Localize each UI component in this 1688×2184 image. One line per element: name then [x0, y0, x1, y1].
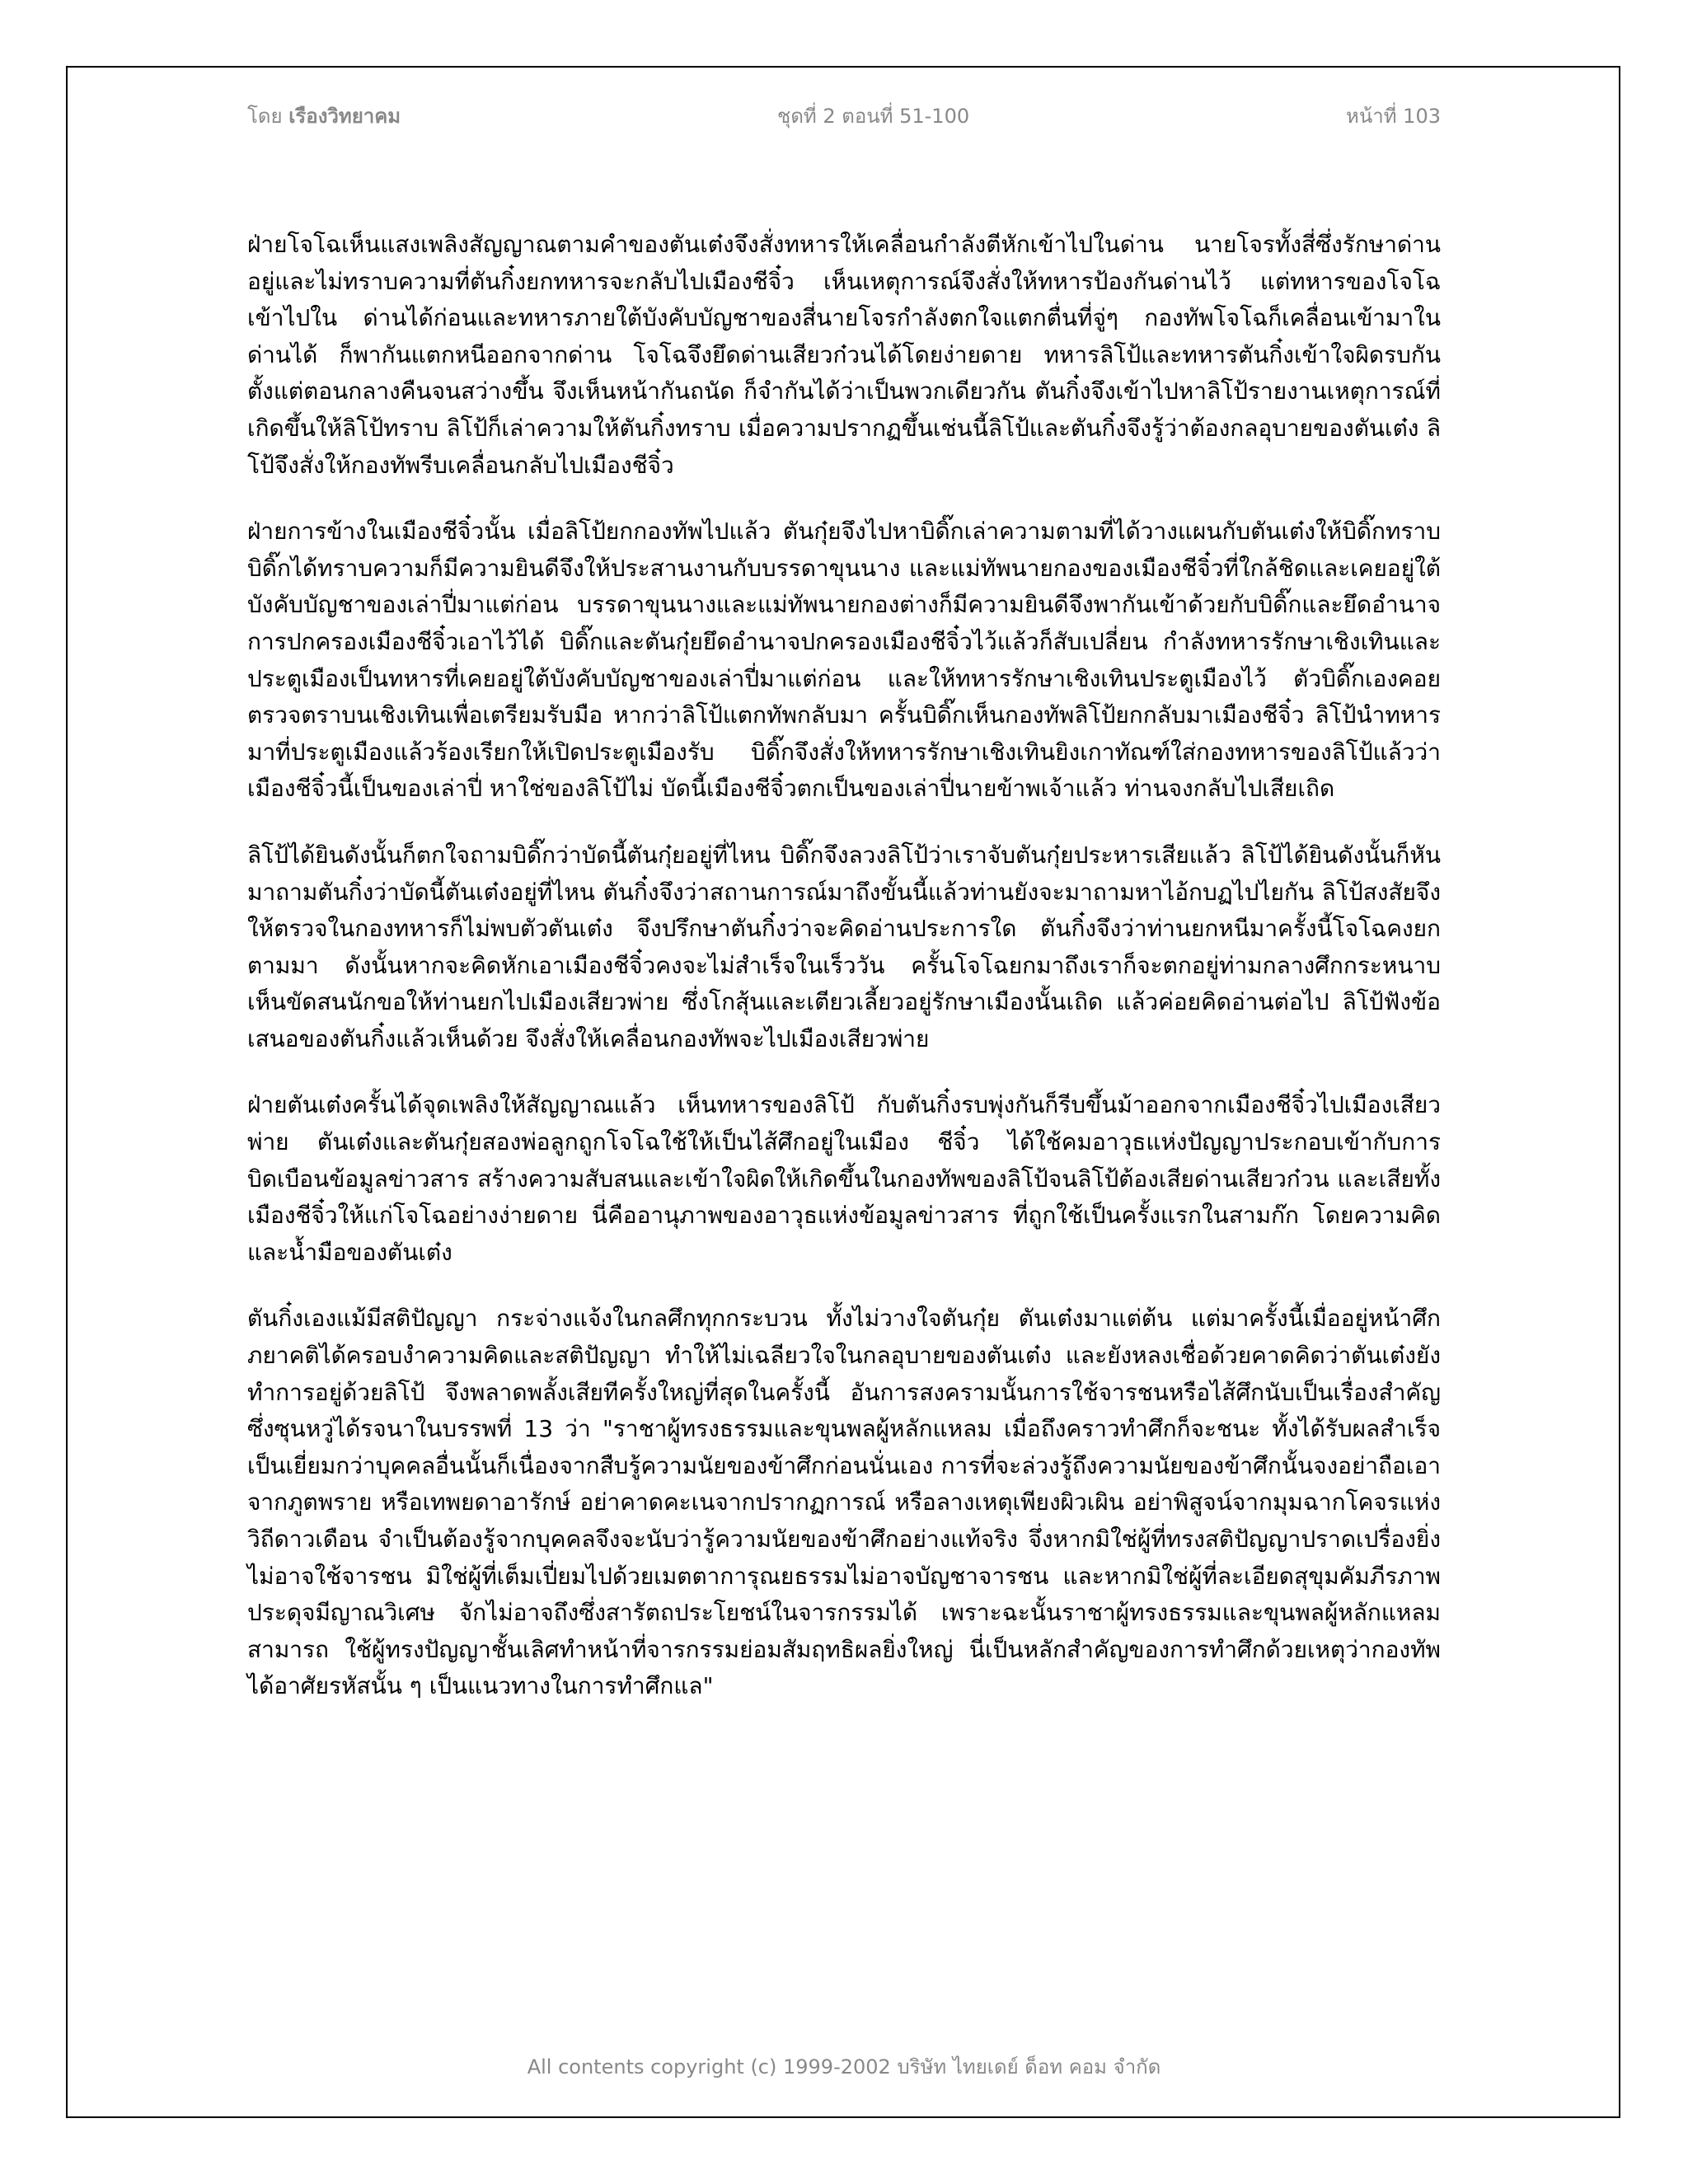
paragraph: ลิโป้ได้ยินดังนั้นก็ตกใจถามบิดิ๊กว่าบัดนี้ตันกุ๋ยอยู่ที่ไหน บิดิ๊กจึงลวงลิโป้ว่าเราจับตันกุ๋ยประหารเสียแล้ว ลิโป้ได้ยินดังนั้นก็หันมาถามตันกิ๋งว่าบัดนี้ตันเต๋งอยู่ที่ไหน ตันกิ๋งจึงว่าสถานการณ์มาถึงขั้นนี้แล้วท่านยังจะมาถามหาไอ้กบฏไปไยกัน ลิโป้สงสัยจึงให้ตรวจในกองทหารก็ไม่พบตัวตันเต๋ง จึงปรึกษาตันกิ๋งว่าจะคิดอ่านประการใด ตันกิ๋งจึงว่าท่านยกหนีมาครั้งนี้โจโฉคงยกตามมา ดังนั้นหากจะคิดหักเอาเมืองชีจิ๋วคงจะไม่สำเร็จในเร็ววัน ครั้นโจโฉยกมาถึงเราก็จะตกอยู่ท่ามกลางศึกกระหนาบ เห็นขัดสนนักขอให้ท่านยกไปเมืองเสียวพ่าย ซึ่งโกสุ้นและเตียวเลี้ยวอยู่รักษาเมืองนั้นเถิด แล้วค่อยคิดอ่านต่อไป ลิโป้ฟังข้อเสนอของตันกิ๋งแล้วเห็นด้วย จึงสั่งให้เคลื่อนกองทัพจะไปเมืองเสียวพ่าย: [247, 841, 1441, 1052]
author-name: เรืองวิทยาคม: [288, 104, 401, 128]
author-byline: [247, 100, 401, 132]
author-prefix: โดย: [247, 104, 283, 128]
article-body: [247, 227, 1441, 1735]
copyright-footer: All contents copyright (c) 1999-2002 บริษัท ไทยเดย์ ด็อท คอม จำกัด: [527, 2055, 1161, 2079]
paragraph: ฝ่ายตันเต๋งครั้นได้จุดเพลิงให้สัญญาณแล้ว เห็นทหารของลิโป้ กับตันกิ๋งรบพุ่งกันก็รีบขึ้นม้าออกจากเมืองชีจิ๋วไปเมืองเสียวพ่าย ตันเต๋งและตันกุ๋ยสองพ่อลูกถูกโจโฉใช้ให้เป็นไส้ศึกอยู่ในเมือง ชีจิ๋ว ได้ใช้คมอาวุธแห่งปัญญาประกอบเข้ากับการบิดเบือนข้อมูลข่าวสาร สร้างความสับสนและเข้าใจผิดให้เกิดขึ้นในกองทัพของลิโป้จนลิโป้ต้องเสียด่านเสียวก๋วน และเสียทั้งเมืองชีจิ๋วให้แก่โจโฉอย่างง่ายดาย นี่คืออานุภาพของอาวุธแห่งข้อมูลข่าวสาร ที่ถูกใช้เป็นครั้งแรกในสามก๊ก โดยความคิดและน้ำมือของตันเต๋ง: [247, 1091, 1441, 1266]
series-label: ชุดที่ 2 ตอนที่ 51-100: [777, 104, 970, 128]
paragraph: ฝ่ายการข้างในเมืองชีจิ๋วนั้น เมื่อลิโป้ยกกองทัพไปแล้ว ตันกุ๋ยจึงไปหาบิดิ๊กเล่าความตามที่ได้วางแผนกับตันเต๋งให้บิดิ๊กทราบ บิดิ๊กได้ทราบความก็มีความยินดีจึงให้ประสานงานกับบรรดาขุนนาง และแม่ทัพนายกองของเมืองชีจิ๋วที่ใกล้ชิดและเคยอยู่ใต้บังคับบัญชาของเล่าปี่มาแต่ก่อน บรรดาขุนนางและแม่ทัพนายกองต่างก็มีความยินดีจึงพากันเข้าด้วยกับบิดิ๊กและยึดอำนาจการปกครองเมืองชีจิ๋วเอาไว้ได้ บิดิ๊กและตันกุ๋ยยึดอำนาจปกครองเมืองชีจิ๋วไว้แล้วก็สับเปลี่ยน กำลังทหารรักษาเชิงเทินและประตูเมืองเป็นทหารที่เคยอยู่ใต้บังคับบัญชาของเล่าปี่มาแต่ก่อน และให้ทหารรักษาเชิงเทินประตูเมืองไว้ ตัวบิดิ๊กเองคอยตรวจตราบนเชิงเทินเพื่อเตรียมรับมือ หากว่าลิโป้แตกทัพกลับมา ครั้นบิดิ๊กเห็นกองทัพลิโป้ยกกลับมาเมืองชีจิ๋ว ลิโป้นำทหารมาที่ประตูเมืองแล้วร้องเรียกให้เปิดประตูเมืองรับ บิดิ๊กจึงสั่งให้ทหารรักษาเชิงเทินยิงเกาทัณฑ์ใส่กองทหารของลิโป้แล้วว่าเมืองชีจิ๋วนี้เป็นของเล่าปี่ หาใช่ของลิโป้ไม่ บัดนี้เมืองชีจิ๋วตกเป็นของเล่าปี่นายข้าพเจ้าแล้ว ท่านจงกลับไปเสียเถิด: [247, 518, 1441, 803]
page-number: หน้าที่ 103: [1346, 104, 1441, 128]
page-header: [247, 99, 1441, 132]
paragraph: ตันกิ๋งเองแม้มีสติปัญญา กระจ่างแจ้งในกลศึกทุกกระบวน ทั้งไม่วางใจตันกุ๋ย ตันเต๋งมาแต่ต้น แต่มาครั้งนี้เมื่ออยู่หน้าศึกภยาคติได้ครอบงำความคิดและสติปัญญา ทำให้ไม่เฉลียวใจในกลอุบายของตันเต๋ง และยังหลงเชื่อด้วยคาดคิดว่าตันเต๋งยังทำการอยู่ด้วยลิโป้ จึงพลาดพลั้งเสียทีครั้งใหญ่ที่สุดในครั้งนี้ อันการสงครามนั้นการใช้จารชนหรือไส้ศึกนับเป็นเรื่องสำคัญซึ่งซุนหวู่ได้รจนาในบรรพที่ 13 ว่า "ราชาผู้ทรงธรรมและขุนพลผู้หลักแหลม เมื่อถึงคราวทำศึกก็จะชนะ ทั้งได้รับผลสำเร็จเป็นเยี่ยมกว่าบุคคลอื่นนั้นก็เนื่องจากสืบรู้ความนัยของข้าศึกก่อนนั่นเอง การที่จะล่วงรู้ถึงความนัยของข้าศึกนั้นจงอย่าถือเอาจากภูตพราย หรือเทพยดาอารักษ์ อย่าคาดคะเนจากปรากฏการณ์ หรือลางเหตุเพียงผิวเผิน อย่าพิสูจน์จากมุมฉากโคจรแห่งวิถีดาวเดือน จำเป็นต้องรู้จากบุคคลจึงจะนับว่ารู้ความนัยของข้าศึกอย่างแท้จริง จึ่งหากมิใช่ผู้ที่ทรงสติปัญญาปราดเปรื่องยิ่ง ไม่อาจใช้จารชน มิใช่ผู้ที่เต็มเปี่ยมไปด้วยเมตตาการุณยธรรมไม่อาจบัญชาจารชน และหากมิใช่ผู้ที่ละเอียดสุขุมคัมภีรภาพประดุจมีญาณวิเศษ จักไม่อาจถึงซึ่งสารัตถประโยชน์ในจารกรรมได้ เพราะฉะนั้นราชาผู้ทรงธรรมและขุนพลผู้หลักแหลมสามารถ ใช้ผู้ทรงปัญญาชั้นเลิศทำหน้าที่จารกรรมย่อมสัมฤทธิผลยิ่งใหญ่ นี่เป็นหลักสำคัญของการทำศึกด้วยเหตุว่ากองทัพได้อาศัยรหัสนั้น ๆ เป็นแนวทางในการทำศึกแล": [247, 1305, 1441, 1700]
paragraph: ฝ่ายโจโฉเห็นแสงเพลิงสัญญาณตามคำของตันเต๋งจึงสั่งทหารให้เคลื่อนกำลังตีหักเข้าไปในด่าน นายโจรทั้งสี่ซึ่งรักษาด่านอยู่และไม่ทราบความที่ตันกิ๋งยกทหารจะกลับไปเมืองชีจิ๋ว เห็นเหตุการณ์จึงสั่งให้ทหารป้องกันด่านไว้ แต่ทหารของโจโฉเข้าไปใน ด่านได้ก่อนและทหารภายใต้บังคับบัญชาของสี่นายโจรกำลังตกใจแตกตื่นที่จู่ๆ กองทัพโจโฉก็เคลื่อนเข้ามาในด่านได้ ก็พากันแตกหนีออกจากด่าน โจโฉจึงยึดด่านเสียวก๋วนได้โดยง่ายดาย ทหารลิโป้และทหารตันกิ๋งเข้าใจผิดรบกันตั้งแต่ตอนกลางคืนจนสว่างขึ้น จึงเห็นหน้ากันถนัด ก็จำกันได้ว่าเป็นพวกเดียวกัน ตันกิ๋งจึงเข้าไปหาลิโป้รายงานเหตุการณ์ที่เกิดขึ้นให้ลิโป้ทราบ ลิโป้ก็เล่าความให้ตันกิ๋งทราบ เมื่อความปรากฏขึ้นเช่นนี้ลิโป้และตันกิ๋งจึงรู้ว่าต้องกลอุบายของตันเต๋ง ลิโป้จึงสั่งให้กองทัพรีบเคลื่อนกลับไปเมืองชีจิ๋ว: [247, 231, 1441, 479]
